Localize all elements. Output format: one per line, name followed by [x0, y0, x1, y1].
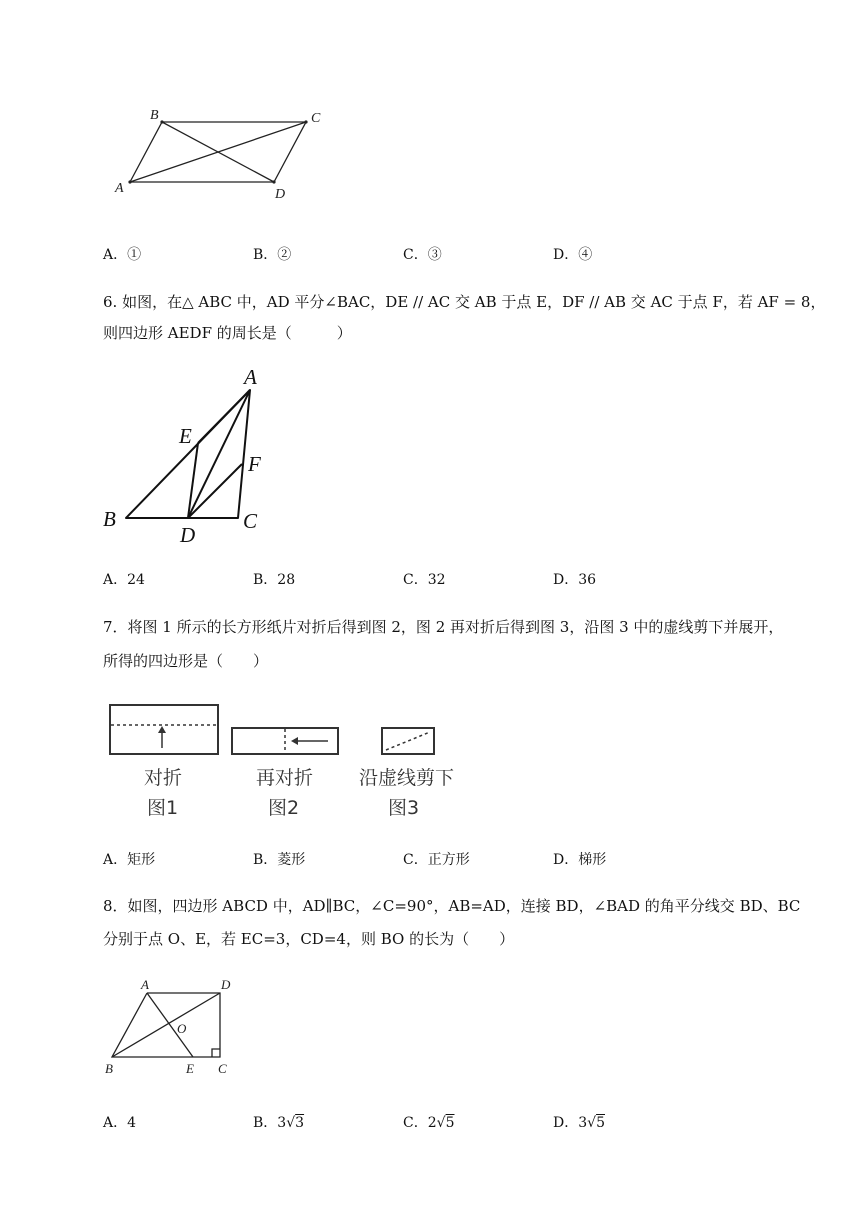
option-text: ④	[578, 247, 593, 263]
fig1-arrow-up-icon	[158, 726, 166, 733]
option-text: 28	[277, 572, 296, 588]
label-d: D	[180, 523, 196, 547]
q7-folding-figure	[100, 695, 480, 765]
option-letter: C．	[403, 852, 428, 868]
q7-option-c[interactable]	[403, 849, 470, 869]
option-letter: B．	[253, 852, 278, 868]
q8-option-c[interactable]	[403, 1112, 454, 1132]
q6-option-a[interactable]	[103, 569, 145, 589]
q8-option-b[interactable]	[253, 1112, 304, 1132]
label-b: B	[103, 507, 116, 531]
q6-stem-line1: 6. 如图，在△ ABC 中，AD 平分∠BAC，DE // AC 交 AB 于点 E，DF // AB 交 AC 于点 F，若 AF = 8，	[103, 293, 826, 311]
option-radicand: 5	[445, 1115, 455, 1131]
q7-option-d[interactable]	[553, 849, 606, 869]
q5-option-b[interactable]	[253, 244, 291, 264]
label-d: D	[221, 977, 231, 992]
q5-parallelogram-figure	[100, 95, 340, 215]
option-text: 梯形	[578, 852, 607, 868]
q7-stem-line1: 7．将图 1 所示的长方形纸片对折后得到图 2，图 2 再对折后得到图 3，沿图 3 中的虚线剪下并展开，	[103, 618, 784, 636]
option-radicand: 3	[295, 1115, 305, 1131]
sqrt-icon: √	[436, 1115, 446, 1131]
q5-option-d[interactable]	[553, 244, 592, 264]
label-a: A	[244, 365, 257, 389]
segment-ea	[198, 390, 250, 443]
label-f: F	[248, 452, 261, 476]
fig1-caption: 对折	[144, 767, 183, 789]
label-a: A	[115, 181, 124, 196]
label-b: B	[105, 1061, 113, 1076]
sqrt-icon: √	[587, 1115, 597, 1131]
option-radicand: 5	[596, 1115, 605, 1131]
option-text: 36	[578, 572, 597, 588]
label-c: C	[243, 509, 258, 533]
option-letter: D．	[553, 1115, 579, 1131]
q7-option-b[interactable]	[253, 849, 305, 869]
label-e: E	[186, 1061, 194, 1076]
option-coefficient: 2	[427, 1115, 437, 1131]
option-coefficient: 3	[578, 1115, 588, 1131]
label-c: C	[218, 1061, 227, 1076]
label-o: O	[177, 1021, 187, 1036]
fig2-arrow-left-icon	[291, 737, 298, 745]
fig2-name: 图2	[268, 797, 300, 819]
fig2-caption: 再对折	[256, 767, 314, 789]
q8-stem-line2: 分别于点 O、E，若 EC=3，CD=4，则 BO 的长为（ ）	[103, 930, 515, 948]
option-letter: D．	[553, 852, 579, 868]
option-text: 32	[427, 572, 446, 588]
option-letter: C．	[403, 1115, 428, 1131]
q6-triangle-figure	[100, 360, 300, 550]
option-letter: D．	[553, 572, 579, 588]
diagonal-bd	[162, 122, 274, 182]
q7-option-a[interactable]	[103, 849, 155, 869]
option-letter: D．	[553, 247, 579, 263]
q7-stem-line2: 所得的四边形是（ ）	[103, 652, 269, 670]
option-text: ③	[427, 247, 442, 263]
option-letter: B．	[253, 247, 278, 263]
q6-stem-line2: 则四边形 AEDF 的周长是（ ）	[103, 324, 352, 342]
option-text: 4	[127, 1115, 137, 1131]
option-text: ②	[277, 247, 292, 263]
option-letter: C．	[403, 247, 428, 263]
fig3-caption: 沿虚线剪下	[359, 767, 455, 789]
option-text: 24	[127, 572, 145, 588]
q6-option-b[interactable]	[253, 569, 295, 589]
q8-stem-line1: 8．如图，四边形 ABCD 中，AD∥BC，∠C=90°，AB=AD，连接 BD，∠BAD 的角平分线交 BD、BC	[103, 897, 801, 915]
option-text: ①	[127, 247, 142, 263]
option-letter: A．	[103, 1115, 128, 1131]
label-b: B	[150, 108, 159, 123]
option-letter: B．	[253, 572, 278, 588]
fig3-rectangle	[382, 728, 434, 754]
sqrt-icon: √	[286, 1115, 296, 1131]
q8-option-a[interactable]	[103, 1112, 136, 1132]
fig3-cut-line	[386, 732, 430, 750]
q6-option-d[interactable]	[553, 569, 596, 589]
label-c: C	[311, 111, 321, 126]
option-letter: B．	[253, 1115, 278, 1131]
q8-option-d[interactable]	[553, 1112, 605, 1132]
fig3-name: 图3	[388, 797, 420, 819]
label-e: E	[179, 424, 192, 448]
option-letter: A．	[103, 572, 128, 588]
option-text: 正方形	[427, 852, 470, 868]
q6-option-c[interactable]	[403, 569, 446, 589]
fig1-name: 图1	[147, 797, 179, 819]
right-angle-marker	[212, 1049, 220, 1057]
option-letter: A．	[103, 247, 128, 263]
diagonal-bd	[112, 993, 220, 1057]
option-letter: C．	[403, 572, 428, 588]
option-text: 矩形	[127, 852, 156, 868]
q5-option-a[interactable]	[103, 244, 141, 264]
label-a: A	[141, 977, 149, 992]
label-d: D	[275, 187, 286, 202]
segment-df	[188, 464, 242, 518]
option-text: 菱形	[277, 852, 306, 868]
q5-option-c[interactable]	[403, 244, 442, 264]
q8-quadrilateral-figure	[100, 975, 250, 1085]
option-letter: A．	[103, 852, 128, 868]
option-coefficient: 3	[277, 1115, 287, 1131]
